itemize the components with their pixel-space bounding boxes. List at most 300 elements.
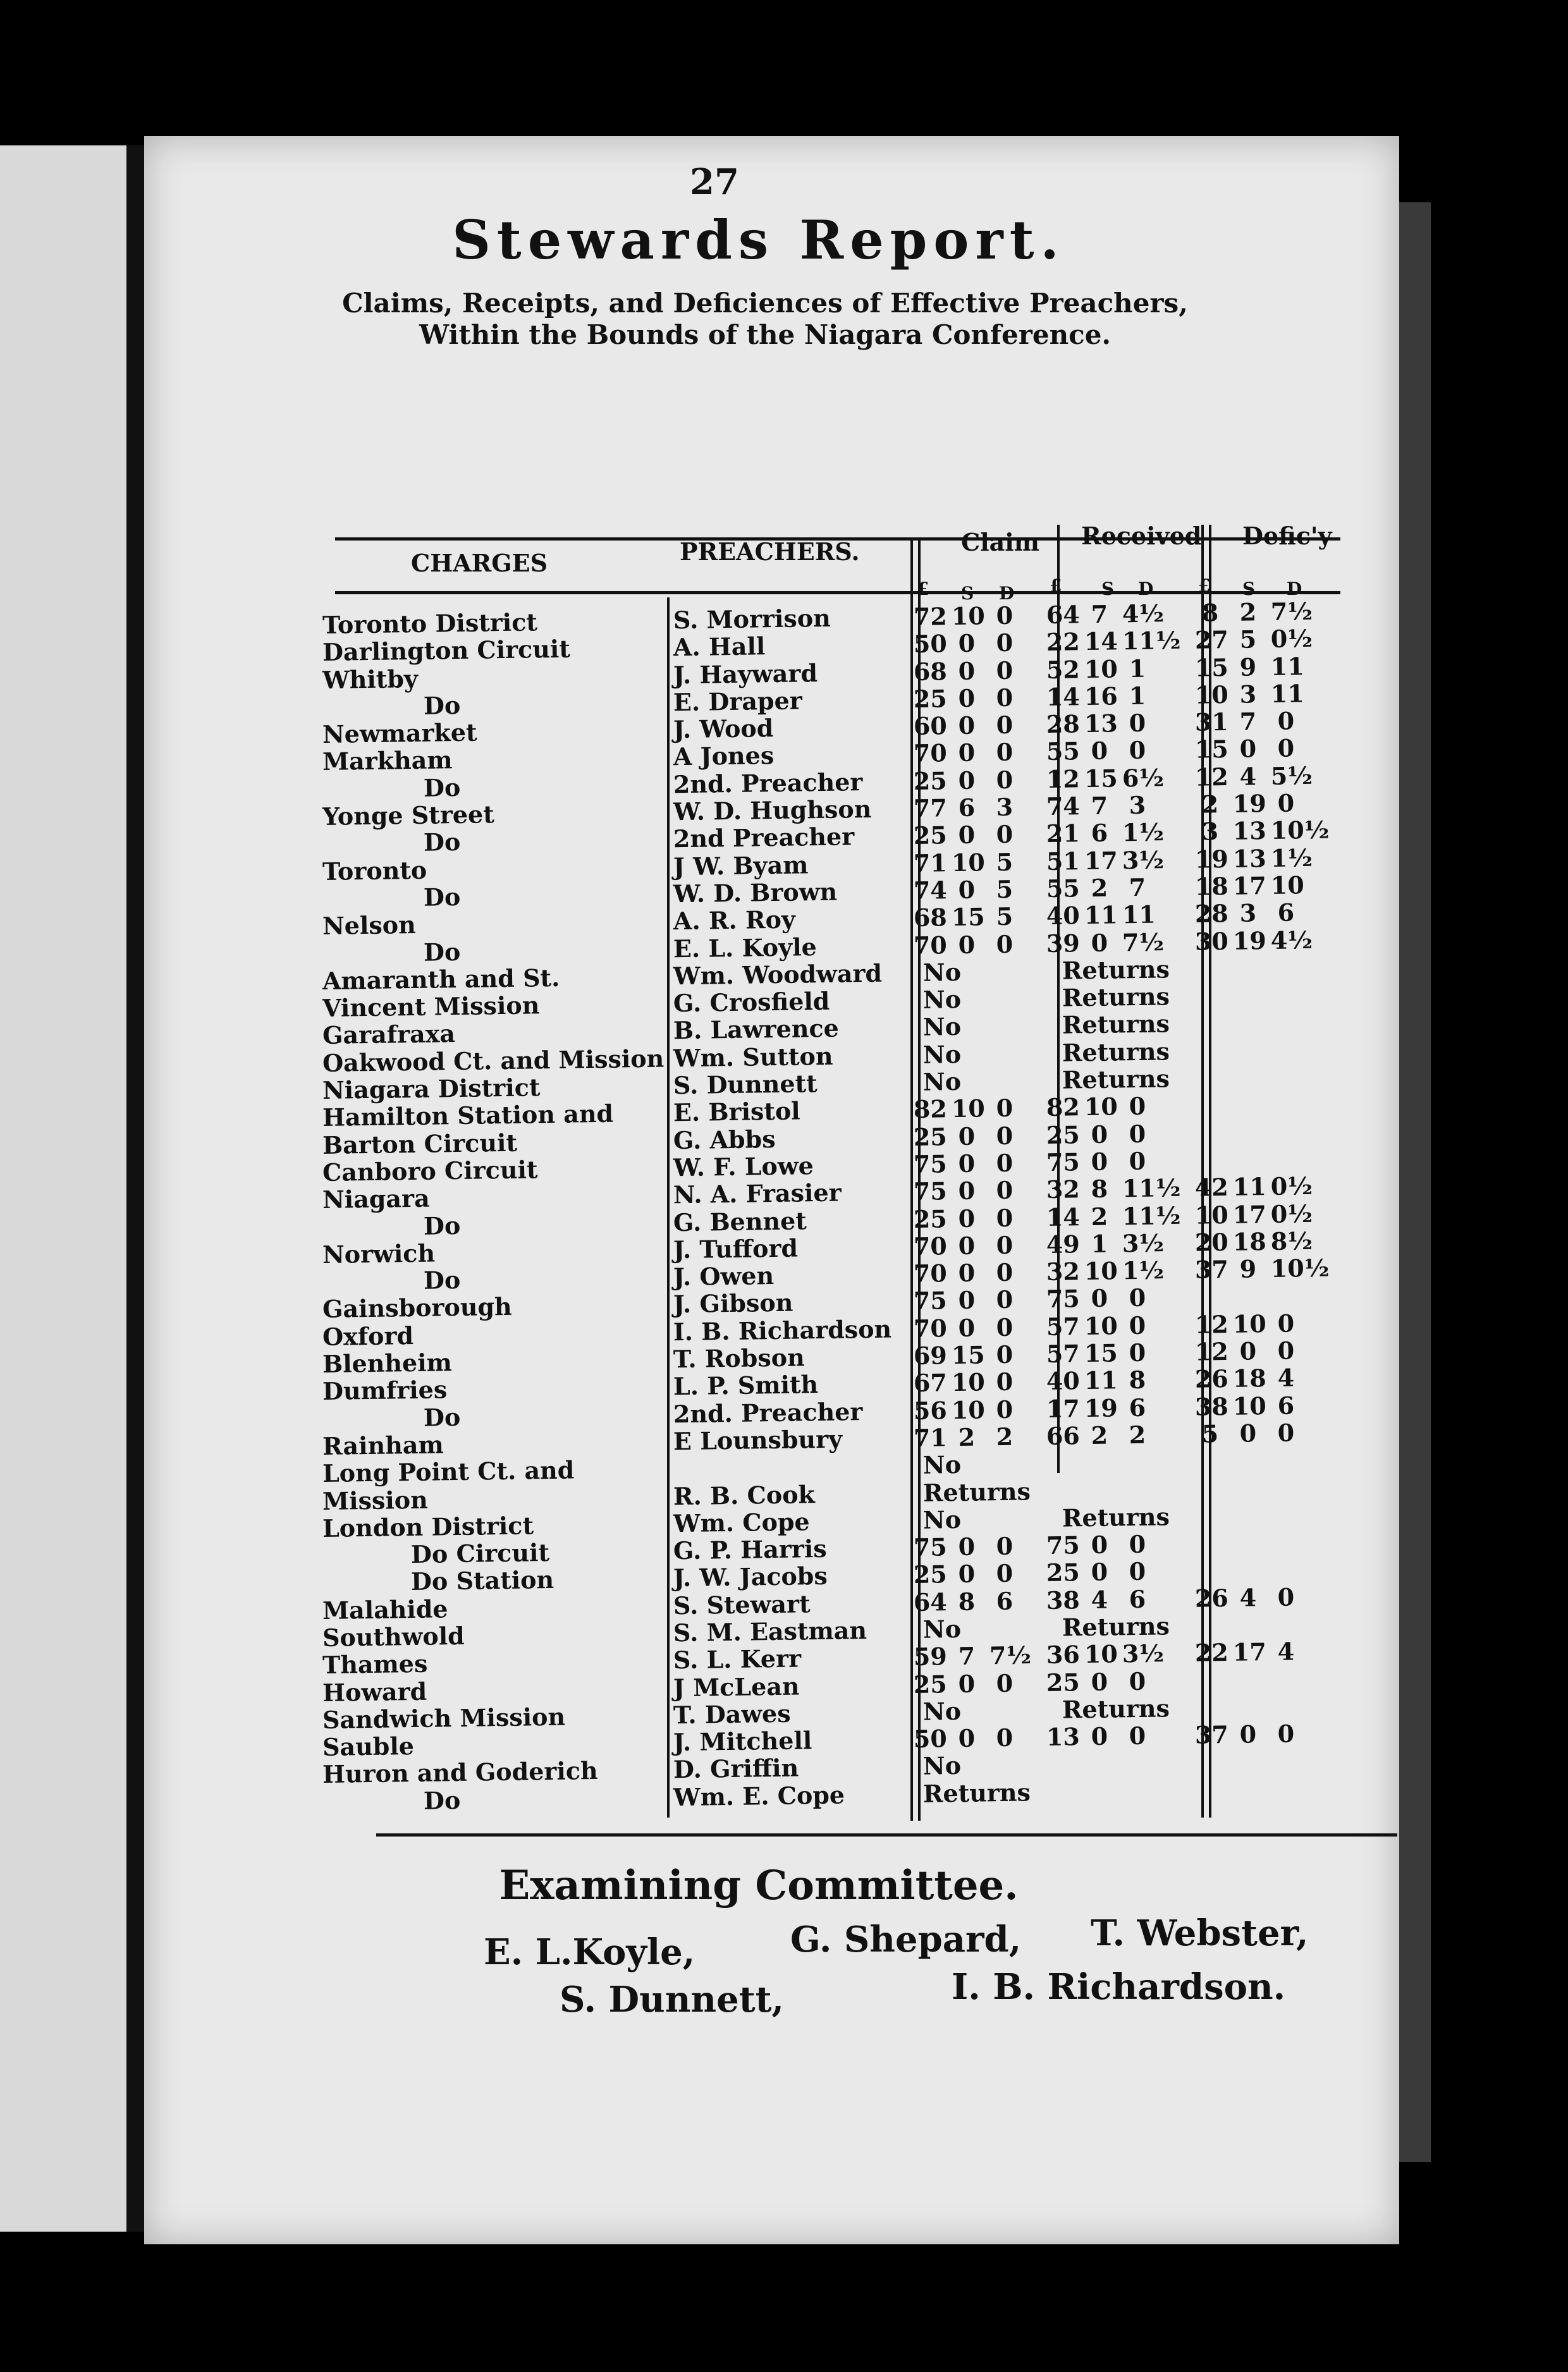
charge-cell: Newmarket: [322, 718, 477, 749]
claim-cell: 75: [913, 1149, 948, 1178]
deficiency-cell: 10½: [1270, 816, 1330, 845]
claim-cell: 0: [996, 1559, 1014, 1588]
deficiency-cell: 0: [1277, 1582, 1295, 1611]
received-cell: 57: [1046, 1311, 1081, 1341]
charge-cell: Do: [423, 690, 461, 720]
subtitle-line: Within the Bounds of the Niagara Conference.: [419, 319, 1112, 350]
deficiency-cell: 19: [1194, 844, 1229, 874]
received-cell: 6½: [1122, 763, 1165, 793]
claim-cell: 0: [958, 820, 976, 850]
table-row: [322, 1450, 962, 1488]
received-cell: 4: [1091, 1585, 1108, 1614]
claim-cell: 0: [996, 1094, 1014, 1123]
preacher-cell: S. Dunnett: [673, 1069, 818, 1100]
claim-cell: 0: [996, 1668, 1014, 1697]
charge-cell: Do: [423, 937, 461, 967]
charge-cell: Barton Circuit: [322, 1128, 518, 1159]
received-cell: 0: [1129, 1338, 1146, 1367]
deficiency-cell: 6: [1277, 898, 1295, 927]
deficiency-cell: 7½: [1270, 597, 1313, 627]
claim-cell: 67: [913, 1368, 948, 1398]
deficiency-cell: 9: [1239, 1254, 1257, 1283]
table-row: [322, 1694, 1170, 1734]
claim-cell: 0: [996, 1723, 1014, 1752]
deficiency-cell: 10: [1194, 680, 1229, 709]
table-row: [322, 1092, 1146, 1132]
subtitle-line: Claims, Receipts, and Deficiences of Effective Preachers,: [342, 288, 1188, 319]
claim-cell: 5: [996, 874, 1014, 904]
claim-cell: 10: [951, 1395, 986, 1424]
claim-cell: 7: [958, 1641, 976, 1671]
preacher-cell: Wm. Sutton: [673, 1041, 833, 1072]
deficiency-cell: 6: [1277, 1391, 1295, 1420]
claim-cell: 59: [913, 1642, 948, 1672]
charge-cell: Amaranth and St.: [322, 963, 560, 995]
claim-note: Returns: [922, 1476, 1031, 1507]
charge-cell: Sauble: [322, 1732, 415, 1762]
deficiency-cell: 12: [1194, 1337, 1229, 1366]
received-cell: 1½: [1122, 817, 1165, 847]
claim-cell: 0: [958, 628, 976, 658]
claim-cell: 0: [996, 738, 1014, 767]
charge-cell: Gainsborough: [322, 1292, 512, 1324]
received-cell: 0: [1129, 736, 1146, 765]
received-cell: 28: [1046, 709, 1081, 739]
deficiency-cell: 10: [1270, 871, 1305, 900]
deficiency-cell: 15: [1194, 735, 1229, 764]
deficiency-cell: 0: [1277, 1719, 1295, 1749]
claim-cell: 10: [951, 848, 986, 877]
charge-cell: Niagara: [322, 1183, 430, 1214]
preacher-cell: D. Griffin: [673, 1753, 799, 1784]
claim-cell: 25: [913, 766, 948, 795]
charge-cell: Oakwood Ct. and Mission: [322, 1044, 665, 1077]
received-cell: 6: [1129, 1584, 1146, 1613]
claim-note: No: [922, 1751, 962, 1781]
claim-cell: 75: [913, 1286, 948, 1316]
received-cell: 15: [1084, 764, 1118, 793]
deficiency-cell: 0: [1277, 1309, 1295, 1338]
received-cell: 14: [1046, 1202, 1081, 1232]
received-cell: 11½: [1122, 626, 1181, 656]
received-cell: 4½: [1122, 599, 1165, 628]
charge-cell: Blenheim: [322, 1348, 453, 1379]
received-note: Returns: [1062, 1064, 1170, 1094]
deficiency-cell: 13: [1232, 816, 1267, 846]
claim-cell: 6: [958, 793, 976, 822]
charge-cell: Vincent Mission: [322, 991, 540, 1023]
preacher-cell: S. Morrison: [673, 603, 831, 635]
claim-cell: 0: [958, 1532, 976, 1562]
charge-cell: Sandwich Mission: [322, 1702, 566, 1734]
table-row: [322, 1009, 1170, 1050]
claim-cell: 70: [913, 1313, 948, 1343]
received-cell: 3½: [1122, 1639, 1165, 1668]
report-subtitle: [177, 288, 1353, 351]
preacher-cell: G. Bennet: [673, 1206, 807, 1237]
received-cell: 64: [1046, 600, 1081, 630]
table-row: [322, 1502, 1170, 1543]
header-deficiency: Defic'y: [1242, 522, 1332, 550]
claim-cell: 25: [913, 821, 948, 850]
deficiency-cell: 0: [1239, 1419, 1257, 1448]
claim-cell: 0: [996, 820, 1014, 849]
deficiency-cell: 38: [1194, 1391, 1229, 1421]
claim-cell: 68: [913, 903, 948, 932]
deficiency-cell: 11: [1270, 651, 1305, 681]
charge-cell: Do: [423, 1266, 461, 1295]
received-cell: 16: [1084, 682, 1118, 711]
deficiency-cell: 2: [1201, 790, 1219, 819]
deficiency-cell: 7: [1239, 707, 1257, 736]
preacher-cell: 2nd. Preacher: [673, 767, 863, 799]
charge-cell: Markham: [322, 745, 453, 776]
received-cell: 75: [1046, 1531, 1081, 1560]
received-cell: 17: [1084, 846, 1118, 875]
claim-cell: 0: [958, 1258, 976, 1288]
deficiency-cell: 2: [1239, 597, 1257, 627]
table-row: [322, 1119, 1146, 1159]
received-cell: 36: [1046, 1640, 1081, 1670]
claim-cell: 70: [913, 1259, 948, 1288]
charge-cell: Rainham: [322, 1430, 444, 1460]
claim-cell: 0: [958, 656, 976, 685]
received-cell: 14: [1046, 682, 1081, 711]
received-cell: 0: [1129, 1311, 1146, 1340]
claim-cell: 0: [958, 1231, 976, 1260]
deficiency-cell: 0½: [1270, 1199, 1313, 1228]
deficiency-cell: 26: [1194, 1583, 1229, 1613]
received-cell: 38: [1046, 1585, 1081, 1615]
committee-member: G. Shepard,: [790, 1919, 1022, 1960]
charge-cell: Niagara District: [322, 1073, 541, 1105]
received-note: Returns: [1062, 1694, 1170, 1724]
claim-cell: 68: [913, 656, 948, 686]
deficiency-cell: 20: [1194, 1227, 1229, 1257]
claim-cell: 56: [913, 1395, 948, 1425]
claim-cell: 64: [913, 1587, 948, 1617]
deficiency-cell: 4: [1277, 1637, 1295, 1666]
claim-cell: 70: [913, 930, 948, 960]
claim-cell: 70: [913, 738, 948, 768]
claim-note: No: [922, 985, 962, 1014]
received-cell: 6: [1129, 1393, 1146, 1422]
claim-cell: 0: [958, 1204, 976, 1233]
claim-cell: 0: [996, 765, 1014, 794]
claim-cell: 0: [996, 1395, 1014, 1424]
received-cell: 52: [1046, 654, 1081, 684]
claim-note: No: [922, 1039, 962, 1069]
received-cell: 55: [1046, 737, 1081, 766]
claim-cell: 72: [913, 602, 948, 631]
claim-cell: 25: [913, 1204, 948, 1233]
table-row: [322, 651, 1305, 694]
received-cell: 66: [1046, 1421, 1081, 1450]
claim-note: No: [922, 1614, 962, 1644]
deficiency-cell: 0: [1277, 706, 1295, 736]
deficiency-cell: 0½: [1270, 624, 1313, 654]
claim-cell: 0: [996, 1121, 1014, 1150]
claim-cell: 0: [996, 929, 1014, 958]
received-note: Returns: [1062, 1037, 1170, 1067]
preacher-cell: J. W. Jacobs: [673, 1562, 828, 1593]
claim-cell: 0: [958, 930, 976, 959]
deficiency-cell: 13: [1232, 843, 1267, 873]
preacher-cell: 2nd. Preacher: [673, 1397, 863, 1428]
received-cell: 40: [1046, 901, 1081, 931]
received-cell: 74: [1046, 792, 1081, 821]
preacher-cell: W. D. Hughson: [673, 794, 872, 826]
committee-member: S. Dunnett,: [560, 1979, 785, 2020]
deficiency-cell: 5: [1239, 625, 1257, 654]
charge-cell: Yonge Street: [322, 800, 495, 831]
received-cell: 12: [1046, 764, 1081, 793]
deficiency-cell: 15: [1194, 652, 1229, 682]
received-cell: 1: [1129, 654, 1146, 683]
claim-cell: 0: [996, 1367, 1014, 1397]
received-cell: 39: [1046, 928, 1081, 958]
charge-cell: Oxford: [322, 1321, 414, 1351]
preacher-cell: G. Abbs: [673, 1124, 776, 1154]
preacher-cell: J. Tufford: [673, 1233, 799, 1264]
charge-cell: Southwold: [322, 1621, 465, 1652]
preacher-cell: E Lounsbury: [673, 1424, 843, 1456]
received-cell: 7: [1091, 791, 1108, 821]
page-number: 27: [690, 161, 739, 203]
header-received: Received: [1081, 522, 1202, 550]
charge-cell: Do: [423, 1785, 461, 1815]
charge-cell: Hamilton Station and: [322, 1099, 614, 1132]
claim-cell: 0: [996, 710, 1014, 740]
charge-cell: Darlington Circuit: [322, 634, 571, 667]
deficiency-cell: 3: [1239, 680, 1257, 709]
charge-cell: Toronto District: [322, 608, 538, 639]
deficiency-unit-pence: D: [1287, 578, 1302, 599]
book-gutter: [126, 145, 144, 2232]
received-cell: 10: [1084, 1092, 1118, 1122]
claim-cell: 0: [958, 1723, 976, 1753]
deficiency-cell: 0: [1277, 1418, 1295, 1447]
deficiency-cell: 19: [1232, 789, 1267, 818]
received-unit-pence: D: [1138, 578, 1154, 599]
preacher-cell: A. Hall: [673, 632, 766, 662]
claim-note: No: [922, 1505, 962, 1534]
received-cell: 82: [1046, 1092, 1081, 1122]
claim-cell: 74: [913, 876, 948, 905]
received-cell: 49: [1046, 1230, 1081, 1259]
received-cell: 25: [1046, 1120, 1081, 1149]
claim-note: No: [922, 1696, 962, 1726]
table-row: [322, 1226, 1313, 1269]
deficiency-unit-shillings: S: [1242, 578, 1256, 599]
received-note: Returns: [1062, 1611, 1170, 1642]
table-row: [322, 1476, 1031, 1515]
received-cell: 55: [1046, 874, 1081, 903]
received-cell: 32: [1046, 1175, 1081, 1204]
received-cell: 2: [1091, 1202, 1108, 1231]
claim-cell: 15: [951, 902, 986, 932]
table-row: [322, 1037, 1170, 1077]
preacher-cell: J McLean: [673, 1672, 800, 1702]
column-rule-claim: [910, 537, 913, 1821]
column-rule-preachers: [667, 597, 670, 1818]
table-row: [322, 1719, 1295, 1762]
received-cell: 11½: [1122, 1173, 1181, 1203]
received-cell: 0: [1129, 1119, 1146, 1148]
claim-cell: 77: [913, 793, 948, 823]
received-cell: 7½: [1122, 927, 1165, 957]
received-cell: 21: [1046, 819, 1081, 848]
claim-cell: 8: [958, 1587, 976, 1616]
table-row: [322, 706, 1295, 749]
claim-cell: 50: [913, 1724, 948, 1754]
claim-cell: 5: [996, 847, 1014, 876]
received-cell: 2: [1091, 1421, 1108, 1450]
received-cell: 0: [1091, 1284, 1108, 1313]
claim-cell: 0: [996, 1148, 1014, 1178]
deficiency-cell: 4: [1239, 1583, 1257, 1612]
deficiency-cell: 30: [1194, 926, 1229, 956]
received-cell: 15: [1084, 1338, 1118, 1368]
claim-cell: 2: [996, 1422, 1014, 1452]
received-cell: 51: [1046, 846, 1081, 876]
deficiency-cell: 0: [1277, 788, 1295, 817]
claim-cell: 25: [913, 1122, 948, 1151]
claim-cell: 0: [996, 683, 1014, 712]
deficiency-cell: 4½: [1270, 925, 1313, 955]
charge-cell: Do: [423, 773, 461, 802]
preacher-cell: L. P. Smith: [673, 1370, 819, 1401]
deficiency-cell: 22: [1194, 1638, 1229, 1668]
preacher-cell: T. Robson: [673, 1343, 805, 1374]
deficiency-cell: 12: [1194, 762, 1229, 792]
claim-cell: 0: [958, 766, 976, 795]
claim-note: No: [922, 1012, 962, 1042]
claim-cell: 0: [996, 1312, 1014, 1342]
charge-cell: Do Station: [410, 1565, 554, 1596]
claim-cell: 0: [958, 875, 976, 904]
received-unit-shillings: S: [1101, 578, 1115, 599]
claim-cell: 7½: [989, 1641, 1032, 1670]
deficiency-cell: 3: [1201, 817, 1219, 846]
preacher-cell: I. B. Richardson: [673, 1314, 892, 1346]
claim-note: No: [922, 1450, 962, 1479]
received-cell: 11: [1084, 900, 1118, 930]
received-cell: 7: [1091, 599, 1108, 629]
claim-cell: 82: [913, 1094, 948, 1124]
deficiency-cell: 18: [1232, 1364, 1267, 1393]
deficiency-cell: 37: [1194, 1720, 1229, 1749]
received-cell: 11: [1084, 1366, 1118, 1395]
preacher-cell: A Jones: [673, 741, 775, 771]
charge-cell: London District: [322, 1511, 534, 1543]
header-rule-bottom: [335, 591, 1340, 594]
received-unit-pounds: £: [1050, 575, 1062, 596]
received-cell: 25: [1046, 1667, 1081, 1697]
deficiency-cell: 5½: [1270, 761, 1313, 790]
claim-cell: 5: [996, 902, 1014, 931]
charge-cell: Mission: [322, 1485, 429, 1515]
claim-unit-pounds: £: [917, 578, 929, 599]
claim-note: No: [922, 1067, 962, 1096]
preacher-cell: S. Stewart: [673, 1589, 811, 1620]
deficiency-cell: 8: [1201, 598, 1219, 627]
charge-cell: Do: [423, 882, 461, 912]
received-cell: 0: [1129, 1529, 1146, 1559]
table-row: [322, 1582, 1295, 1625]
committee-member: T. Webster,: [1091, 1912, 1309, 1954]
claim-cell: 0: [958, 1313, 976, 1342]
preacher-cell: S. L. Kerr: [673, 1644, 802, 1675]
received-cell: 11½: [1122, 1201, 1181, 1230]
deficiency-unit-pounds: £: [1198, 575, 1211, 596]
received-cell: 2: [1091, 873, 1108, 902]
claim-cell: 0: [996, 628, 1014, 657]
received-cell: 13: [1084, 709, 1118, 738]
claim-cell: 0: [996, 1257, 1014, 1287]
received-cell: 2: [1129, 1420, 1146, 1450]
table-row: [322, 1146, 1146, 1187]
claim-cell: 0: [996, 1175, 1014, 1205]
deficiency-cell: 28: [1194, 899, 1229, 928]
deficiency-cell: 26: [1194, 1364, 1229, 1394]
preacher-cell: R. B. Cook: [673, 1479, 816, 1510]
received-cell: 14: [1084, 627, 1118, 656]
table-row: [322, 1064, 1170, 1105]
deficiency-cell: 17: [1232, 871, 1267, 900]
claim-cell: 15: [951, 1340, 986, 1370]
claim-cell: 3: [996, 792, 1014, 822]
charge-cell: Thames: [322, 1649, 428, 1680]
preacher-cell: J. Owen: [673, 1261, 775, 1292]
charge-cell: Canboro Circuit: [322, 1155, 538, 1187]
report-title: Stewards Report.: [452, 209, 1065, 271]
deficiency-cell: 4: [1239, 762, 1257, 791]
received-cell: 22: [1046, 627, 1081, 657]
received-cell: 75: [1046, 1284, 1081, 1314]
preacher-cell: A. R. Roy: [673, 905, 796, 936]
claim-cell: 2: [958, 1422, 976, 1452]
claim-cell: 0: [996, 1230, 1014, 1259]
received-cell: 13: [1046, 1722, 1081, 1752]
claim-cell: 0: [958, 1559, 976, 1589]
claim-cell: 60: [913, 711, 948, 741]
deficiency-cell: 8½: [1270, 1226, 1313, 1256]
deficiency-cell: 18: [1194, 871, 1229, 901]
deficiency-cell: 12: [1194, 1309, 1229, 1339]
claim-cell: 25: [913, 684, 948, 713]
claim-cell: 10: [951, 1094, 986, 1123]
deficiency-cell: 0½: [1270, 1171, 1313, 1201]
received-cell: 3: [1129, 790, 1146, 820]
preacher-cell: Wm. Cope: [673, 1507, 810, 1538]
deficiency-cell: 19: [1232, 926, 1267, 955]
received-cell: 0: [1091, 737, 1108, 766]
table-row: [322, 734, 1295, 776]
received-cell: 3½: [1122, 845, 1165, 875]
preacher-cell: S. M. Eastman: [673, 1615, 867, 1648]
preacher-cell: J. Hayward: [673, 658, 818, 689]
table-row: [322, 1418, 1295, 1460]
table-row: [322, 982, 1170, 1023]
received-cell: 0: [1129, 1092, 1146, 1121]
deficiency-cell: 3: [1239, 898, 1257, 928]
deficiency-cell: 9: [1239, 652, 1257, 682]
deficiency-cell: 10: [1194, 1200, 1229, 1230]
received-cell: 7: [1129, 872, 1146, 902]
claim-cell: 0: [958, 738, 976, 767]
deficiency-cell: 0: [1277, 734, 1295, 763]
